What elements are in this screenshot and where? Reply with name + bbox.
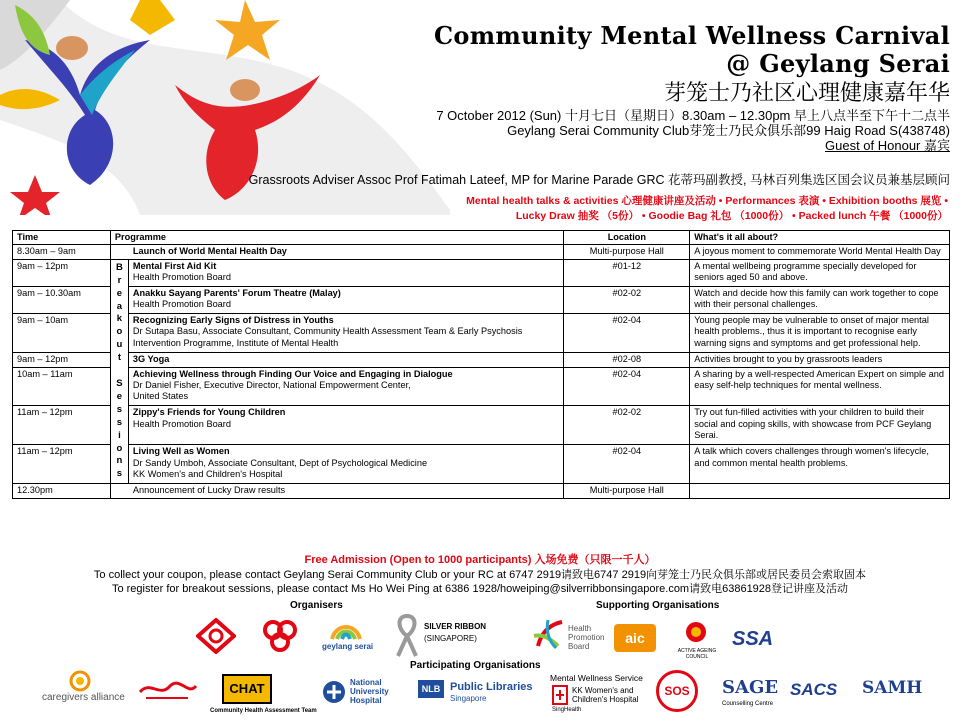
- row-programme: [128, 313, 563, 352]
- kkh-mental-wellness-title: Mental Wellness Service: [550, 673, 643, 683]
- breakout-char: t: [117, 352, 121, 364]
- event-date: 7 October 2012 (Sun) 十月七日（星期日）8.30am – 12.30pm 早上八点半至下午十二点半: [436, 108, 950, 123]
- row-location: #02-04: [564, 445, 690, 484]
- samh-logo: SAMH: [862, 678, 923, 698]
- guest-of-honour-name: Grassroots Adviser Assoc Prof Fatimah Lateef, MP for Marine Parade GRC 花蒂玛副教授, 马林百列集选区国会议员兼基层顾问: [248, 173, 950, 187]
- row-title: Zippy's Friends for Young Children: [132, 407, 286, 418]
- breakout-char: a: [116, 300, 123, 312]
- sage-logo: SAGE: [722, 677, 779, 698]
- row-location: Multi-purpose Hall: [564, 245, 690, 259]
- kkh-text-2: Children's Hospital: [572, 695, 639, 704]
- row-time: 11am – 12pm: [13, 406, 111, 445]
- row-location: #02-08: [564, 352, 690, 367]
- row-programme: [128, 406, 563, 445]
- breakout-char: s: [116, 416, 123, 428]
- kkh-logo-icon: [552, 685, 568, 705]
- row-speaker: Dr Daniel Fisher, Executive Director, National Empowerment Center,: [132, 380, 411, 391]
- row-organiser: Health Promotion Board: [132, 299, 231, 310]
- row-title: 3G Yoga: [132, 353, 170, 364]
- row-location: #01-12: [564, 259, 690, 286]
- row-speaker-country: United States: [132, 391, 189, 402]
- highlights-line1: Mental health talks & activities 心理健康讲座及活动 • Performances 表演 • Exhibition booths 展览 •: [466, 195, 948, 207]
- breakout-sessions-label: [110, 259, 128, 483]
- row-location: #02-02: [564, 406, 690, 445]
- hpb-logo-icon: [530, 616, 566, 652]
- event-highlights: [328, 194, 948, 224]
- nlb-logo-mark: NLB: [418, 680, 444, 698]
- row-title: Living Well as Women: [132, 446, 230, 457]
- row-about: Young people may be vulnerable to onset of major mental health problems., thus it is important to recognise early warning signs and symptoms and get professional help.: [690, 313, 950, 352]
- breakout-char: e: [116, 390, 123, 402]
- nlb-text-2: Singapore: [450, 694, 487, 703]
- breakout-char: i: [118, 429, 121, 441]
- row-title: Achieving Wellness through Finding Our Voice and Engaging in Dialogue: [132, 368, 453, 379]
- breakout-char: r: [117, 274, 122, 286]
- row-time: 12.30pm: [13, 484, 111, 498]
- nuh-logo-icon: [322, 680, 346, 704]
- row-time: 11am – 12pm: [13, 445, 111, 484]
- hpb-text-1: Health: [568, 624, 592, 633]
- row-programme: [128, 367, 563, 406]
- row-location: Multi-purpose Hall: [564, 484, 690, 498]
- ssa-logo: SSA: [732, 628, 774, 650]
- chat-logo: CHAT: [222, 674, 272, 704]
- row-title: Anakku Sayang Parents' Forum Theatre (Malay): [132, 287, 341, 298]
- active-ageing-logo-icon: [684, 620, 708, 644]
- row-title: Recognizing Early Signs of Distress in Youths: [132, 314, 334, 325]
- highlights-line2: Lucky Draw 抽奖 （5份） • Goodie Bag 礼包 （1000份） • Packed lunch 午餐 （1000份）: [515, 210, 948, 222]
- nuh-text-2: University: [350, 687, 389, 696]
- hpb-text-2: Promotion: [568, 633, 605, 642]
- breakout-char: s: [116, 403, 123, 415]
- silver-ribbon-icon: [394, 612, 420, 658]
- table-row: [13, 484, 950, 498]
- row-time: 10am – 11am: [13, 367, 111, 406]
- row-about: A sharing by a well-respected American Expert on simple and easy self-help techniques for mental wellness.: [690, 367, 950, 406]
- row-title: Launch of World Mental Health Day: [110, 245, 563, 259]
- table-header-row: [13, 231, 950, 245]
- caregivers-alliance-logo-icon: [68, 670, 92, 692]
- row-speaker: Dr Sutapa Basu, Associate Consultant, Community Health Assessment Team & Early Psychosis Intervention Programme, Institute of Mental Health: [132, 326, 523, 348]
- row-programme: [128, 445, 563, 484]
- table-row: [13, 367, 950, 406]
- row-about: [690, 484, 950, 498]
- row-location: #02-04: [564, 367, 690, 406]
- sacs-logo: SACS: [790, 680, 838, 699]
- row-organiser: Health Promotion Board: [132, 418, 231, 429]
- table-row: [13, 313, 950, 352]
- table-row: [13, 406, 950, 445]
- row-speaker-hospital: KK Women's and Children's Hospital: [132, 469, 283, 480]
- event-header: [330, 22, 950, 153]
- row-title: Announcement of Lucky Draw results: [110, 484, 563, 498]
- row-location: #02-04: [564, 313, 690, 352]
- row-time: 9am – 10am: [13, 313, 111, 352]
- chat-caption: Community Health Assessment Team: [210, 708, 317, 714]
- row-time: 9am – 10.30am: [13, 286, 111, 313]
- event-title-chinese: 芽笼士乃社区心理健康嘉年华: [663, 81, 950, 106]
- row-about: Try out fun-filled activities with your children to build their social and coping skills, with showcase from PCF Geylang Serai.: [690, 406, 950, 445]
- geylang-serai-logo-text: geylang serai: [322, 642, 374, 651]
- event-title-line1: Community Mental Wellness Carnival: [434, 21, 950, 50]
- row-about: A joyous moment to commemorate World Mental Health Day: [690, 245, 950, 259]
- table-row: [13, 445, 950, 484]
- row-about: A mental wellbeing programme specially developed for seniors aged 50 and above.: [690, 259, 950, 286]
- event-title-line2: @ Geylang Serai: [726, 49, 950, 78]
- row-about: Watch and decide how this family can work together to cope with their personal challenges.: [690, 286, 950, 313]
- guest-of-honour-label: Guest of Honour 嘉宾: [825, 138, 950, 153]
- organisers-label: Organisers: [290, 600, 343, 611]
- supporting-organisations-label: Supporting Organisations: [596, 600, 720, 611]
- free-admission: Free Admission (Open to 1000 participants) 入场免费（只限一千人）: [304, 554, 656, 566]
- nuh-text-1: National: [350, 678, 382, 687]
- breakout-char: u: [116, 339, 123, 351]
- breakout-char: o: [116, 442, 123, 454]
- breakout-spacer: [111, 365, 128, 378]
- breakout-char: S: [116, 377, 123, 389]
- header-programme: Programme: [110, 231, 563, 245]
- hpb-text-3: Board: [568, 642, 590, 651]
- red-organisation-logo-icon: [136, 676, 198, 702]
- breakout-char: s: [116, 468, 123, 480]
- row-time: 9am – 12pm: [13, 352, 111, 367]
- row-programme: [128, 352, 563, 367]
- row-location: #02-02: [564, 286, 690, 313]
- geylang-serai-logo-icon: [326, 615, 366, 643]
- registration-contact: To register for breakout sessions, please contact Ms Ho Wei Ping at 6386 1928/howeiping@silverribbonsingapore.com请致电63861928登记讲座及活动: [111, 583, 849, 595]
- pa-logo-1-icon: [196, 618, 236, 654]
- nlb-text-1: Public Libraries: [450, 681, 533, 693]
- header-location: Location: [564, 231, 690, 245]
- row-title: Mental First Aid Kit: [132, 260, 217, 271]
- breakout-char: k: [116, 313, 123, 325]
- row-about: Activities brought to you by grassroots leaders: [690, 352, 950, 367]
- event-venue: Geylang Serai Community Club芽笼士乃民众俱乐部99 Haig Road S(438748): [507, 123, 950, 138]
- table-row: [13, 245, 950, 259]
- coupon-contact: To collect your coupon, please contact Geylang Serai Community Club or your RC at 6747 2919请致电6747 2919向芽笼士乃民众俱乐部或居民委员会索取固本: [93, 569, 867, 581]
- aic-logo: aic: [614, 624, 656, 652]
- nuh-text-3: Hospital: [350, 696, 382, 705]
- participating-organisations-label: Participating Organisations: [410, 660, 541, 671]
- breakout-char: e: [116, 287, 123, 299]
- silver-ribbon-text-2: (SINGAPORE): [424, 634, 477, 643]
- table-row: [13, 286, 950, 313]
- kkh-text-1: KK Women's and: [572, 686, 634, 695]
- silver-ribbon-text-1: SILVER RIBBON: [424, 622, 487, 631]
- active-ageing-text: ACTIVE AGEING COUNCIL: [677, 648, 717, 660]
- row-programme: [128, 286, 563, 313]
- row-speaker: Dr Sandy Umboh, Associate Consultant, Dept of Psychological Medicine: [132, 457, 428, 468]
- sage-subtitle: Counselling Centre: [722, 701, 774, 707]
- header-time: Time: [13, 231, 111, 245]
- row-about: A talk which covers challenges through women's lifecycle, and common mental health problems.: [690, 445, 950, 484]
- row-time: 9am – 12pm: [13, 259, 111, 286]
- breakout-char: B: [115, 261, 123, 273]
- table-row: [13, 352, 950, 367]
- row-programme: [128, 259, 563, 286]
- row-time: 8.30am – 9am: [13, 245, 111, 259]
- breakout-char: o: [116, 326, 123, 338]
- kkh-text-3: SingHealth: [552, 707, 582, 713]
- pa-logo-2-icon: [260, 618, 300, 654]
- breakout-char: n: [116, 455, 123, 467]
- sos-logo: SOS: [656, 670, 698, 712]
- programme-table: [12, 230, 950, 499]
- row-organiser: Health Promotion Board: [132, 272, 231, 283]
- table-row: [13, 259, 950, 286]
- caregivers-alliance-text: caregivers alliance: [42, 692, 125, 703]
- header-about: What's it all about?: [690, 231, 950, 245]
